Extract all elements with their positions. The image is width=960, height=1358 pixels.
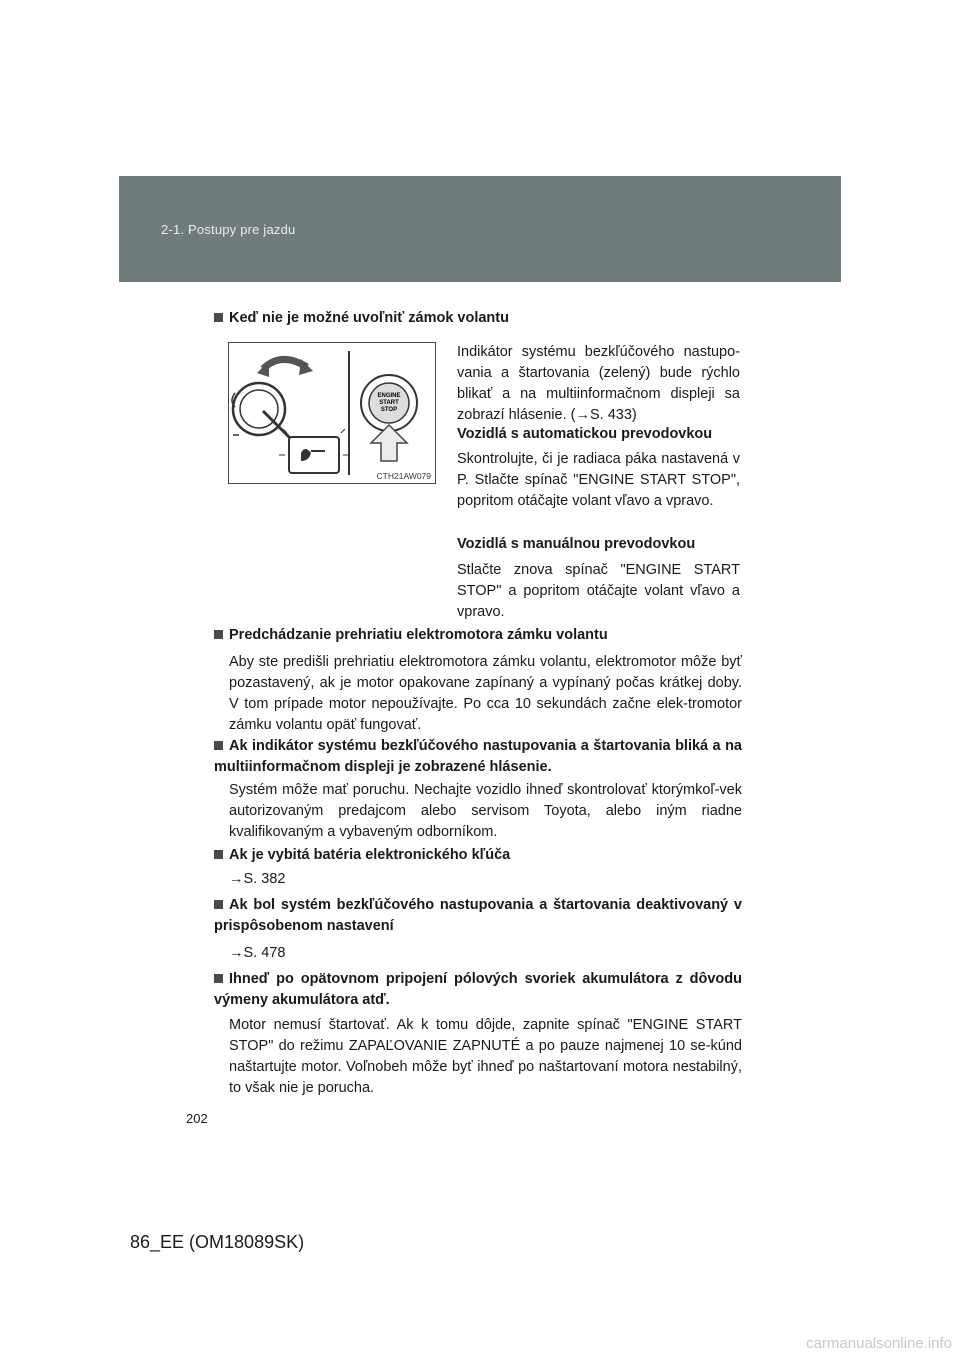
sec1-paragraph: Indikátor systému bezkľúčového nastupo-vania a štartovania (zelený) bude rýchlo blikať a na multiinformačnom displeji sa zobrazí hlásenie. (→S. 433) bbox=[457, 344, 740, 423]
figure-code: CTH21AW079 bbox=[376, 471, 431, 481]
sec6-heading bbox=[214, 969, 742, 1011]
sec2-heading bbox=[214, 625, 754, 646]
sec4-heading-text: Ak je vybitá batéria elektronického kľúča bbox=[229, 847, 511, 863]
sec1-heading-text: Keď nie je možné uvoľniť zámok volantu bbox=[229, 310, 509, 326]
figure-illustration bbox=[229, 343, 435, 483]
sec2-text: Aby ste predišli prehriatiu elektromotora zámku volantu, elektromotor môže byť pozastavený, ak je motor opakovane zapínaný a vypínaný počas krátkej doby. V tom prípade motor nepoužívajte. Po cca 10 sekundách začne elek-tromotor zámku volantu opäť fungovať. bbox=[229, 654, 742, 733]
bullet-icon bbox=[214, 850, 223, 859]
bullet-icon bbox=[214, 974, 223, 983]
watermark: carmanualsonline.info bbox=[806, 1335, 952, 1352]
header-band bbox=[119, 176, 841, 282]
bullet-icon bbox=[214, 630, 223, 639]
sec5-ref: →S. 478 bbox=[229, 945, 286, 961]
sec1-auto-text: Skontrolujte, či je radiaca páka nastavená v P. Stlačte spínač "ENGINE START STOP", popritom otáčajte volant vľavo a vpravo. bbox=[457, 451, 740, 509]
sec6-text: Motor nemusí štartovať. Ak k tomu dôjde, zapnite spínač "ENGINE START STOP" do režimu ZAPAĽOVANIE ZAPNUTÉ a po pauze najmenej 10 se-kúnd naštartujte motor. Voľnobeh môže byť ihneď po naštartovaní motora nestabilný, to však nie je porucha. bbox=[229, 1017, 742, 1096]
bullet-icon bbox=[214, 741, 223, 750]
sec3-heading-text: Ak indikátor systému bezkľúčového nastupovania a štartovania bliká a na multiinformačnom displeji je zobrazené hlásenie. bbox=[214, 738, 742, 775]
sec4-ref: →S. 382 bbox=[229, 871, 286, 887]
sec1-manual-heading: Vozidlá s manuálnou prevodovkou bbox=[457, 536, 696, 552]
sec5-heading-text: Ak bol systém bezkľúčového nastupovania a štartovania deaktivovaný v prispôsobenom nastavení bbox=[214, 897, 742, 934]
sec3-heading bbox=[214, 736, 742, 778]
bullet-icon bbox=[214, 313, 223, 322]
page-number: 202 bbox=[186, 1111, 208, 1126]
button-text-3: STOP bbox=[380, 407, 398, 413]
sec1-auto-heading: Vozidlá s automatickou prevodovkou bbox=[457, 426, 713, 442]
sec1-heading bbox=[214, 308, 754, 329]
section-label: 2-1. Postupy pre jazdu bbox=[161, 222, 296, 237]
document-code: 86_EE (OM18089SK) bbox=[130, 1232, 305, 1252]
sec4-heading bbox=[214, 845, 754, 866]
press-arrow-icon bbox=[371, 425, 407, 461]
sec5-heading bbox=[214, 895, 742, 937]
bullet-icon bbox=[214, 900, 223, 909]
sec1-manual-text: Stlačte znova spínač "ENGINE START STOP" a popritom otáčajte volant vľavo a vpravo. bbox=[457, 562, 740, 620]
button-text-1: ENGINE bbox=[377, 393, 401, 399]
sec3-text: Systém môže mať poruchu. Nechajte vozidlo ihneď skontrolovať ktorýmkoľ-vek autorizovaným predajcom alebo servisom Toyota, alebo iným riadne kvalifikovaným a vybaveným odborníkom. bbox=[229, 782, 742, 840]
steering-wheel-figure bbox=[228, 342, 436, 484]
button-text-2: START bbox=[379, 400, 399, 406]
sec2-heading-text: Predchádzanie prehriatiu elektromotora zámku volantu bbox=[229, 627, 608, 643]
sec6-heading-text: Ihneď po opätovnom pripojení pólových svoriek akumulátora z dôvodu výmeny akumulátora atď. bbox=[214, 971, 742, 1008]
